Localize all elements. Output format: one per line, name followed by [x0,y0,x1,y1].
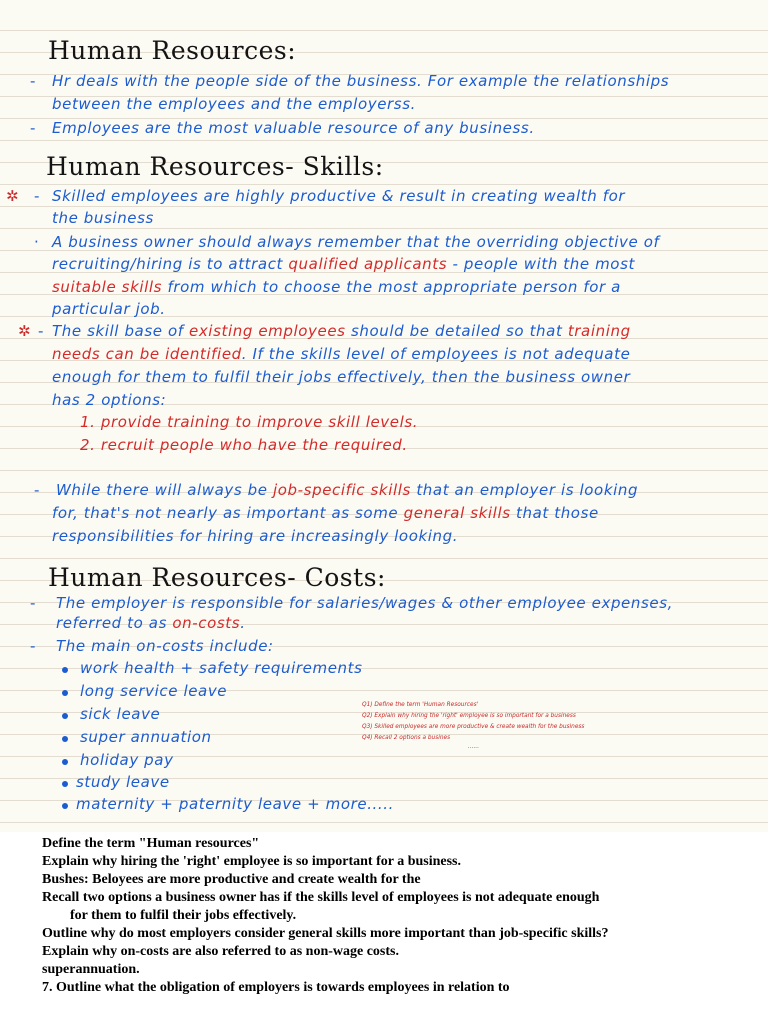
heading-hr-skills: Human Resources- Skills: [46,152,384,181]
star-icon: ✲ [6,187,19,205]
hr-definition-line-2: between the employees and the employerss. [52,95,416,113]
skills-p3-line-4: has 2 options: [52,391,167,409]
typed-questions-panel [0,832,768,1024]
text-segment: recruiting/hiring is to attract [52,255,289,273]
text-segment: that an employer is looking [410,481,639,499]
text-segment: - people with the most [447,255,635,273]
highlight-job-specific-skills: job-specific skills [273,481,411,499]
skills-p2-line-1: A business owner should always remember that the overriding objective of [52,233,660,251]
main-on-costs-intro: The main on-costs include: [56,637,274,655]
bullet-dot [62,781,68,787]
typed-question: Define the term "Human resources" [42,836,260,851]
skills-p4-line-3: responsibilities for hiring are increasingly looking. [52,527,459,545]
bullet-dot [62,667,68,673]
highlight-qualified-applicants: qualified applicants [288,255,448,273]
skills-p4-line-2 [52,504,599,522]
text-segment: that those [510,504,599,522]
skills-p3-line-1 [52,322,631,340]
option-1: 1. provide training to improve skill levels. [80,413,419,431]
bullet-marker: · [34,233,39,251]
text-segment: While there will always be [56,481,273,499]
costs-line-1: The employer is responsible for salaries/wages & other employee expenses, [56,594,674,612]
skills-p3-line-2 [52,345,630,363]
text-segment: from which to choose the most appropriate person for a [162,278,621,296]
text-segment: for, that's not nearly as important as some [52,504,404,522]
typed-question: superannuation. [42,962,140,977]
text-segment: referred to as [56,614,173,632]
dash-marker: - [30,119,36,137]
typed-question: Explain why on-costs are also referred to as non-wage costs. [42,944,399,959]
question-small: Q1) Define the term 'Human Resources' [362,702,479,708]
skills-p2-line-3 [52,278,621,296]
typed-question: Outline why do most employers consider general skills more important than job-specific skills? [42,926,609,941]
dash-marker: - [34,187,40,205]
typed-question: Recall two options a business owner has if the skills level of employees is not adequate enough [42,890,600,905]
on-cost-item: holiday pay [80,751,174,769]
skills-p2-line-4: particular job. [52,300,166,318]
typed-question: Explain why hiring the 'right' employee is so important for a business. [42,854,462,869]
dash-marker: - [30,72,36,90]
text-segment: should be detailed so that [345,322,568,340]
heading-human-resources: Human Resources: [48,36,297,65]
question-small: Q2) Explain why hiring the 'right' employee is so important for a business [362,713,576,719]
skills-p3-line-3: enough for them to fulfil their jobs effectively, then the business owner [52,368,631,386]
question-small: Q4) Recall 2 options a busines [362,735,451,741]
skills-p2-line-2 [52,255,635,273]
bullet-dot [62,690,68,696]
dash-marker: - [38,322,44,340]
question-small: Q3) Skilled employees are more productive & create wealth for the business [362,724,585,730]
highlight-needs-identified: needs can be identified [52,345,242,363]
bullet-dot [62,759,68,765]
on-cost-item: work health + safety requirements [80,659,363,677]
dash-marker: - [30,637,36,655]
question-small-ellipsis: ...... [468,744,480,750]
highlight-training: training [567,322,631,340]
on-cost-item: study leave [76,773,170,791]
costs-line-2 [56,614,246,632]
on-cost-item: super annuation [80,728,212,746]
dash-marker: - [30,594,36,612]
option-2: 2. recruit people who have the required. [80,436,408,454]
typed-question: Bushes: Beloyees are more productive and create wealth for the [42,872,421,887]
hr-definition-line-1: Hr deals with the people side of the business. For example the relationships [52,72,670,90]
bullet-dot [62,803,68,809]
typed-question-continued: for them to fulfil their jobs effectively. [70,908,297,923]
skills-p1-line-2: the business [52,209,154,227]
bullet-dot [62,736,68,742]
highlight-general-skills: general skills [403,504,511,522]
text-segment: . [240,614,246,632]
text-segment: . If the skills level of employees is not adequate [241,345,631,363]
on-cost-item: sick leave [80,705,161,723]
employees-valuable-line: Employees are the most valuable resource of any business. [52,119,535,137]
highlight-on-costs: on-costs [172,614,241,632]
bullet-dot [62,713,68,719]
text-segment: The skill base of [52,322,189,340]
heading-hr-costs: Human Resources- Costs: [48,563,386,592]
skills-p4-line-1 [56,481,638,499]
on-cost-item: maternity + paternity leave + more..... [76,795,395,813]
on-cost-item: long service leave [80,682,228,700]
star-icon: ✲ [18,322,31,340]
skills-p1-line-1: Skilled employees are highly productive & result in creating wealth for [52,187,626,205]
dash-marker: - [34,481,40,499]
highlight-existing-employees: existing employees [189,322,346,340]
typed-question: 7. Outline what the obligation of employers is towards employees in relation to [42,980,510,995]
highlight-suitable-skills: suitable skills [52,278,163,296]
